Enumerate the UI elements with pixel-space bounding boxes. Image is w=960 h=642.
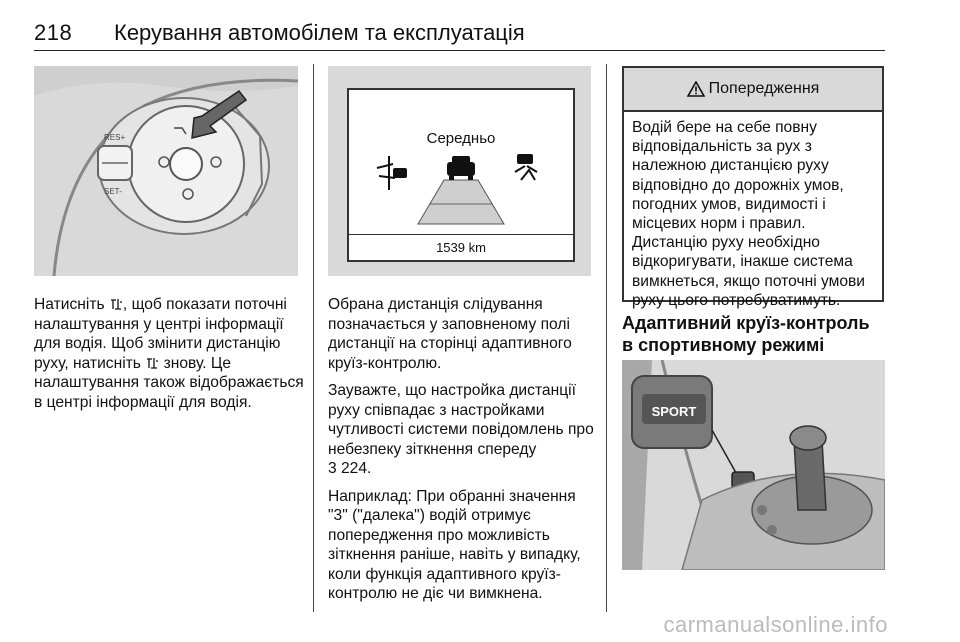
page-number: 218: [34, 20, 73, 45]
warning-text: Водій бере на себе повну відповідальність за рух з належною дистанцією руху відповідно до дорожніх умов, погодних умов, видимості і місцевих норм і правил. Дистанцію руху необхідно відкоригувати, інакше система вимкнеться, якщо поточні умови руху цього потребуватимуть.: [632, 119, 866, 309]
col2-para-3: Наприклад: При обранні значення "3" ("далека") водій отримує попередження про можливість зіткнення раніше, навіть у випадку, коли функція адаптивного круїз-контролю не діє чи вимкнена.: [328, 487, 581, 602]
page-header: [0, 0, 960, 56]
page-reference-link[interactable]: 3 224.: [328, 460, 372, 477]
page-title: Керування автомобілем та експлуатація: [114, 20, 525, 45]
display-figure: [328, 66, 591, 276]
col2-para-1: Обрана дистанція слідування позначається у заповненому полі дистанції на сторінці адаптивного круїз-контролю.: [328, 296, 572, 372]
text-part: знову. Це налаштування також відображається в центрі інформації для водія.: [34, 354, 304, 411]
warning-title: Попередження: [708, 80, 820, 97]
display-divider: [349, 234, 573, 235]
distance-setting-icon: [145, 357, 159, 369]
col1-paragraph: [34, 295, 304, 420]
text-part: Зауважте, що настройка дистанції руху співпадає з настройками чутливості системи повідомлень про небезпеку зіткнення спереду: [328, 382, 594, 458]
warning-box: [622, 66, 884, 309]
sport-label: SPORT: [651, 404, 697, 419]
car-front-icon: [447, 156, 475, 180]
distance-setting-icon: [109, 298, 123, 310]
column-divider-2: [606, 64, 607, 612]
text-part: , щоб показати поточні налаштування у центрі інформації для водія. Щоб змінити дистанцію руху, натисніть: [34, 296, 287, 372]
distance-label: Середньо: [426, 130, 496, 147]
warning-triangle-icon: [687, 81, 705, 97]
odometer-readout: 1539 km: [436, 240, 486, 255]
steering-wheel-figure: [34, 66, 298, 276]
col2-para-2: [328, 381, 598, 479]
col2-text: [328, 295, 598, 612]
collision-alert-icon: [377, 156, 407, 190]
warning-header: [624, 68, 882, 112]
watermark: carmanualsonline.info: [663, 612, 888, 637]
set-label: SET-: [104, 187, 122, 196]
text-part: Натисніть: [34, 296, 109, 313]
display-screen: [347, 88, 575, 262]
section-subheading: Адаптивний круїз-контроль в спортивному режимі: [622, 313, 870, 355]
header-rule: [34, 50, 885, 51]
pedestrian-alert-icon: [515, 154, 537, 180]
res-label: RES+: [104, 133, 126, 142]
sport-button-figure: [622, 360, 885, 570]
column-divider-1: [313, 64, 314, 612]
